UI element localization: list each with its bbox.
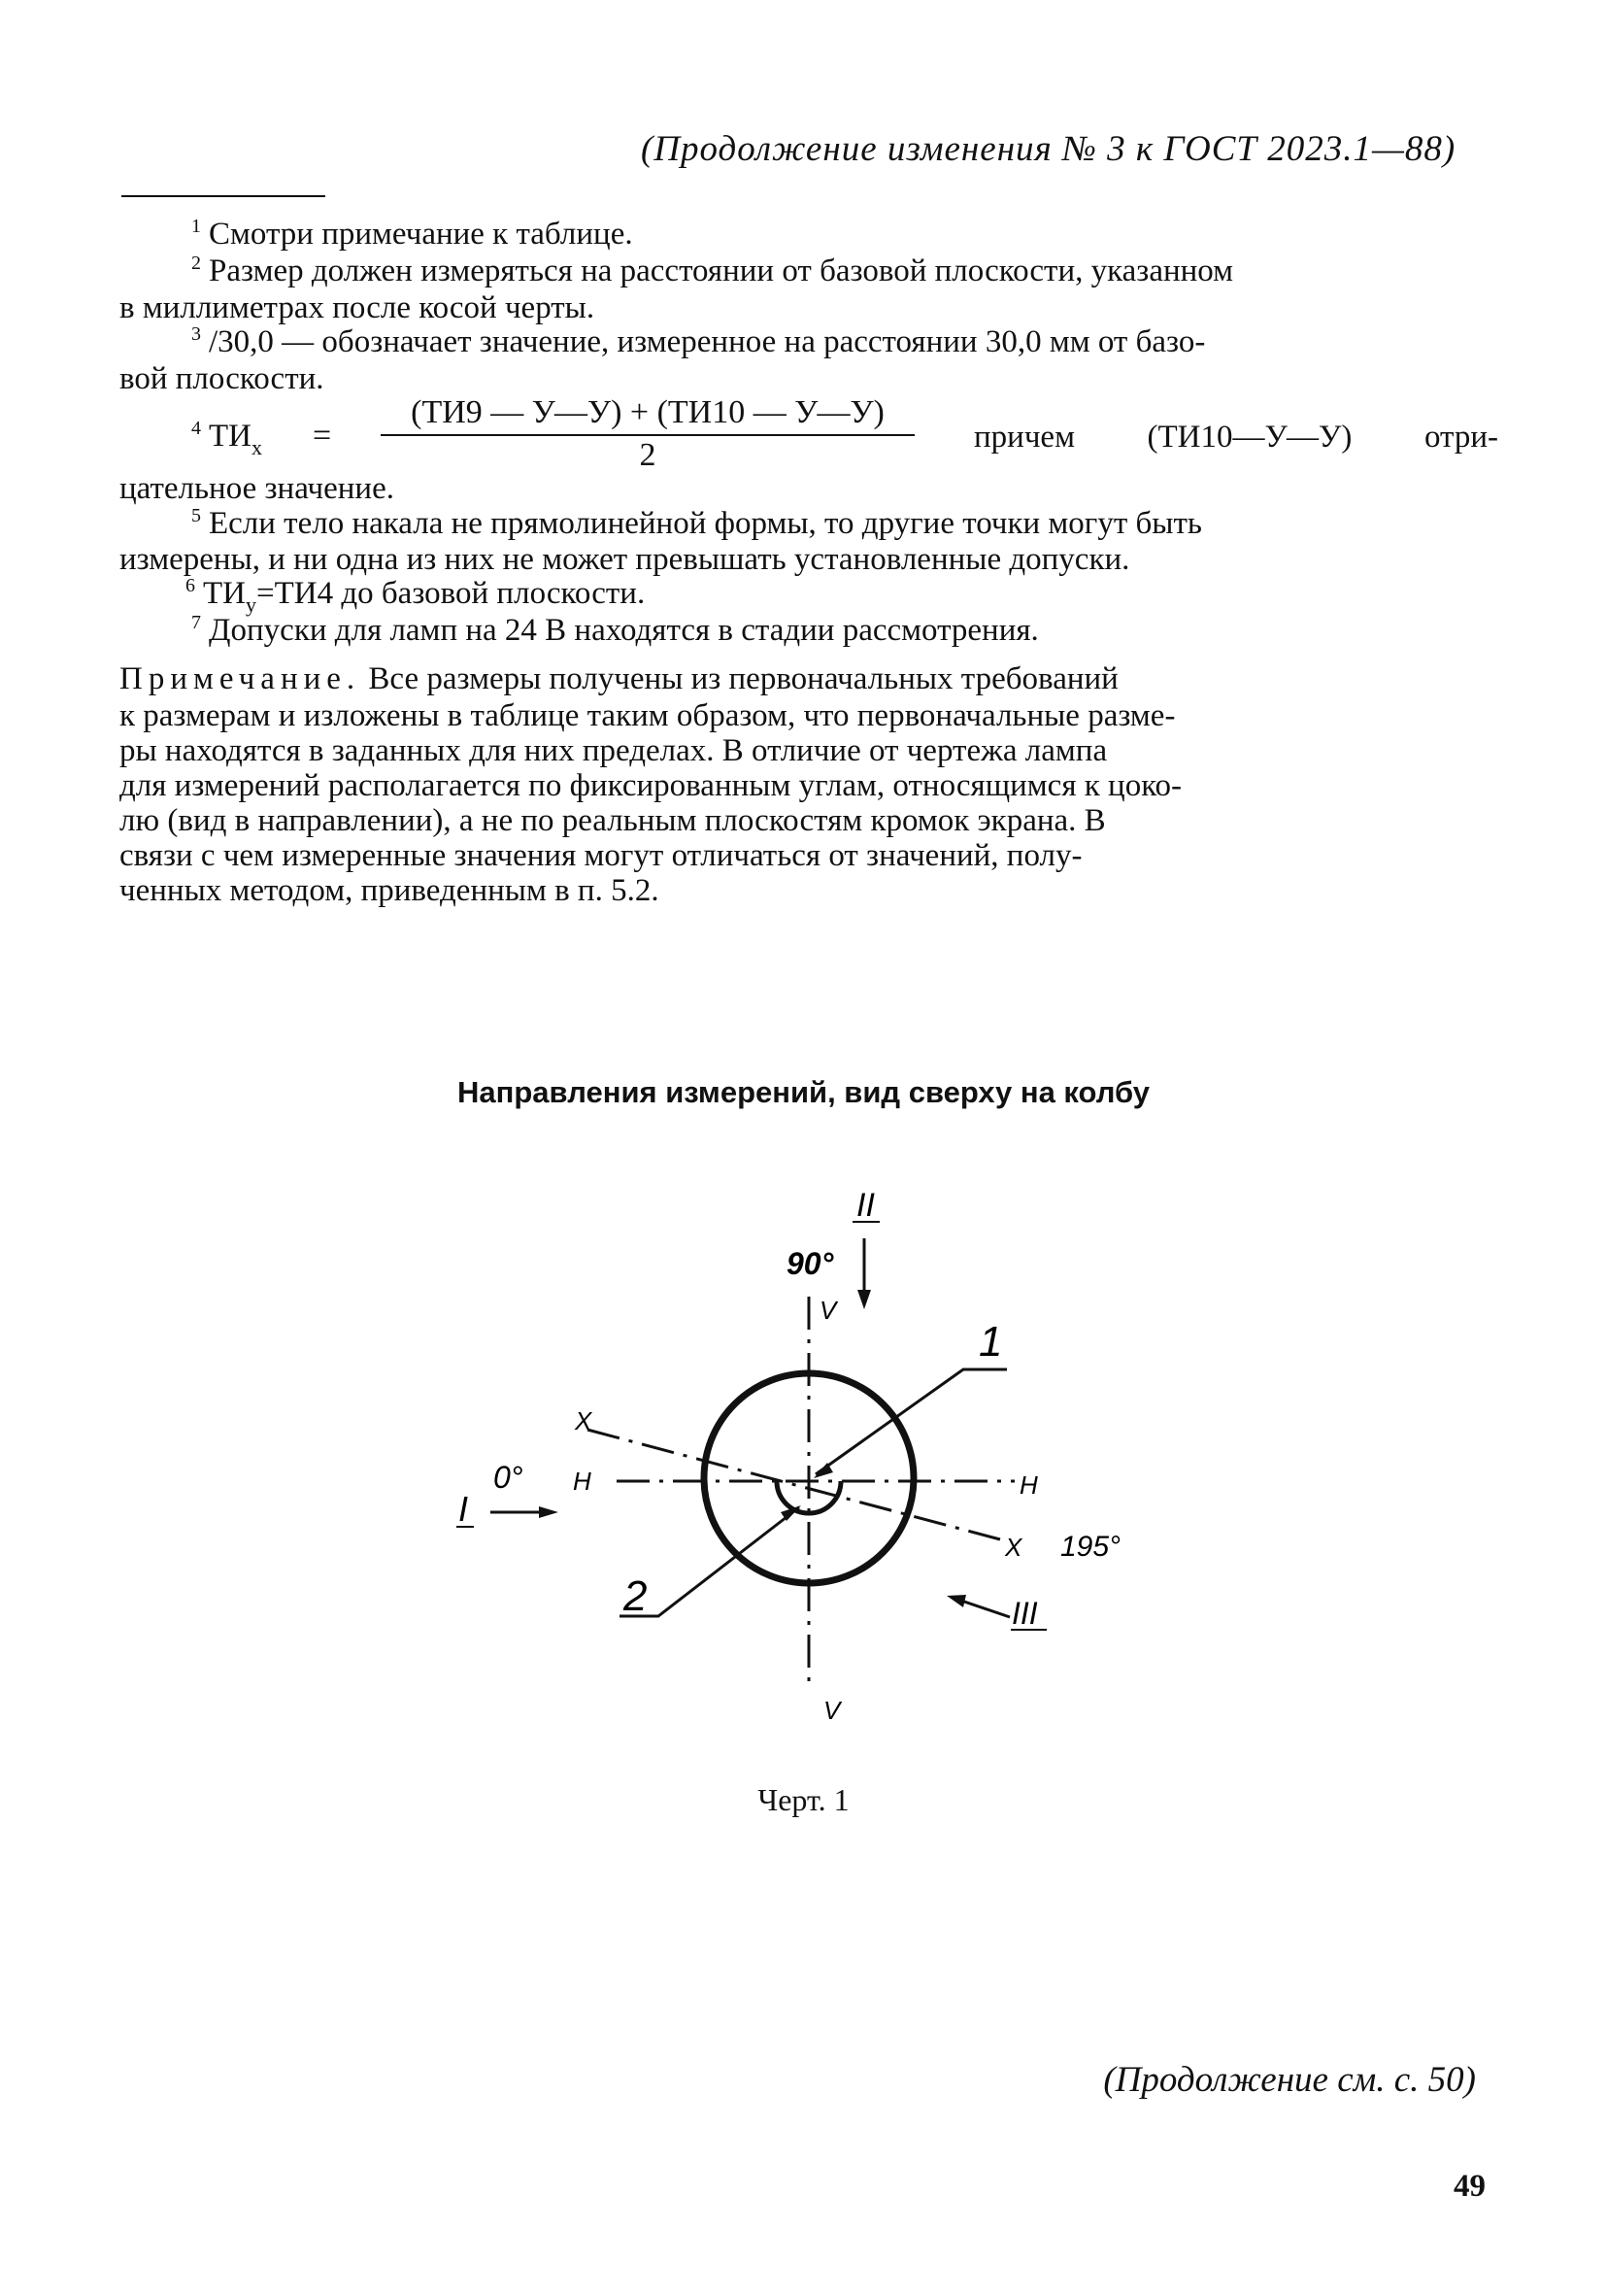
footnote-1 [119,216,1498,253]
footnote-2-number: 2 [191,253,201,274]
footnote-4-line2: цательное значение. [119,471,394,506]
formula-denominator: 2 [639,437,656,473]
footnote-6 [119,575,1498,615]
note-line4: для измерений располагается по фиксированным углам, относящимся к цоко- [119,768,1183,803]
footnote-7 [119,612,1498,649]
footnote-2 [119,253,1498,289]
label-x-right: X [1005,1533,1022,1562]
x-axis-line [587,1430,1000,1539]
footnote-4-rest: причем (ТИ10—У—У) отри- [974,420,1498,455]
label-dir-iii: III [1012,1596,1038,1631]
label-h-right: H [1020,1470,1038,1500]
label-v-top: V [820,1296,837,1325]
footnote-5 [119,505,1498,542]
label-angle-0: 0° [493,1460,523,1495]
figure-title: Направления измерений, вид сверху на колбу [457,1075,1150,1109]
footnote-1-text: Смотри примечание к таблице. [209,217,633,252]
label-dir-i: I [458,1489,469,1529]
label-angle-90: 90° [787,1246,834,1281]
footnote-6-number: 6 [185,575,195,596]
note-line3: ры находятся в заданных для них пределах. В отличие от чертежа лампа [119,733,1108,768]
page-header: (Продолжение изменения № 3 к ГОСТ 2023.1—88) [641,129,1456,169]
label-x-left: X [575,1406,592,1435]
formula-fraction-bar [381,434,915,436]
measurement-directions-figure [408,1165,1204,1768]
footnote-5-number: 5 [191,505,201,526]
direction-iii-arrow-shaft [961,1601,1010,1617]
footnote-6-text: =ТИ4 до базовой плоскости. [256,576,646,611]
label-h-left: H [573,1467,591,1496]
label-2: 2 [623,1572,648,1620]
footnote-1-number: 1 [191,216,201,237]
label-1: 1 [979,1318,1003,1366]
footnote-rule [121,195,325,197]
footnote-3-line2: вой плоскости. [119,361,324,396]
label-angle-195: 195° [1060,1531,1122,1563]
footnote-2-line1: Размер должен измеряться на расстоянии от базовой плоскости, указанном [209,253,1234,288]
footnote-4-lhs [119,418,372,457]
continuation-note: (Продолжение см. с. 50) [1103,2060,1476,2100]
direction-i-arrowhead [539,1506,558,1518]
formula-lhs: ТИ [209,419,251,454]
footnote-5-line2: измерены, и ни одна из них не может превышать установленные допуски. [119,542,1130,577]
note-line2: к размерам и изложены в таблице таким образом, что первоначальные разме- [119,698,1176,733]
footnote-4-number: 4 [191,418,201,439]
formula-numerator: (ТИ9 — У—У) + (ТИ10 — У—У) [411,394,885,430]
page-number: 49 [1454,2169,1486,2204]
footnote-7-number: 7 [191,612,201,633]
label-v-bottom: V [823,1696,841,1725]
footnote-3-number: 3 [191,323,201,345]
note-line1: Все размеры получены из первоначальных требований [368,661,1119,696]
note-line-1 [119,660,1498,697]
note-line5: лю (вид в направлении), а не по реальным плоскостям кромок экрана. В [119,803,1106,838]
figure-caption: Черт. 1 [757,1782,850,1817]
footnote-3 [119,323,1498,360]
footnote-7-text: Допуски для ламп на 24 В находятся в стадии рассмотрения. [209,613,1039,648]
footnote-5-line1: Если тело накала не прямолинейной формы, то другие точки могут быть [209,506,1202,541]
label-dir-ii: II [856,1187,875,1224]
note-line6: связи с чем измеренные значения могут отличаться от значений, полу- [119,838,1083,873]
footnote-2-line2: в миллиметрах после косой черты. [119,290,595,325]
note-label: Примечание. [119,661,361,696]
formula-lhs-subscript: x [251,435,262,459]
direction-iii-arrowhead [947,1595,966,1607]
footnote-6-subscript: y [246,592,256,617]
note-line7: ченных методом, приведенным в п. 5.2. [119,873,659,908]
footnote-3-line1: /30,0 — обозначает значение, измеренное на расстоянии 30,0 мм от базо- [209,324,1206,359]
footnote-6-main: ТИ [203,576,246,611]
direction-ii-arrowhead [857,1290,871,1309]
formula-equals: = [313,418,332,454]
